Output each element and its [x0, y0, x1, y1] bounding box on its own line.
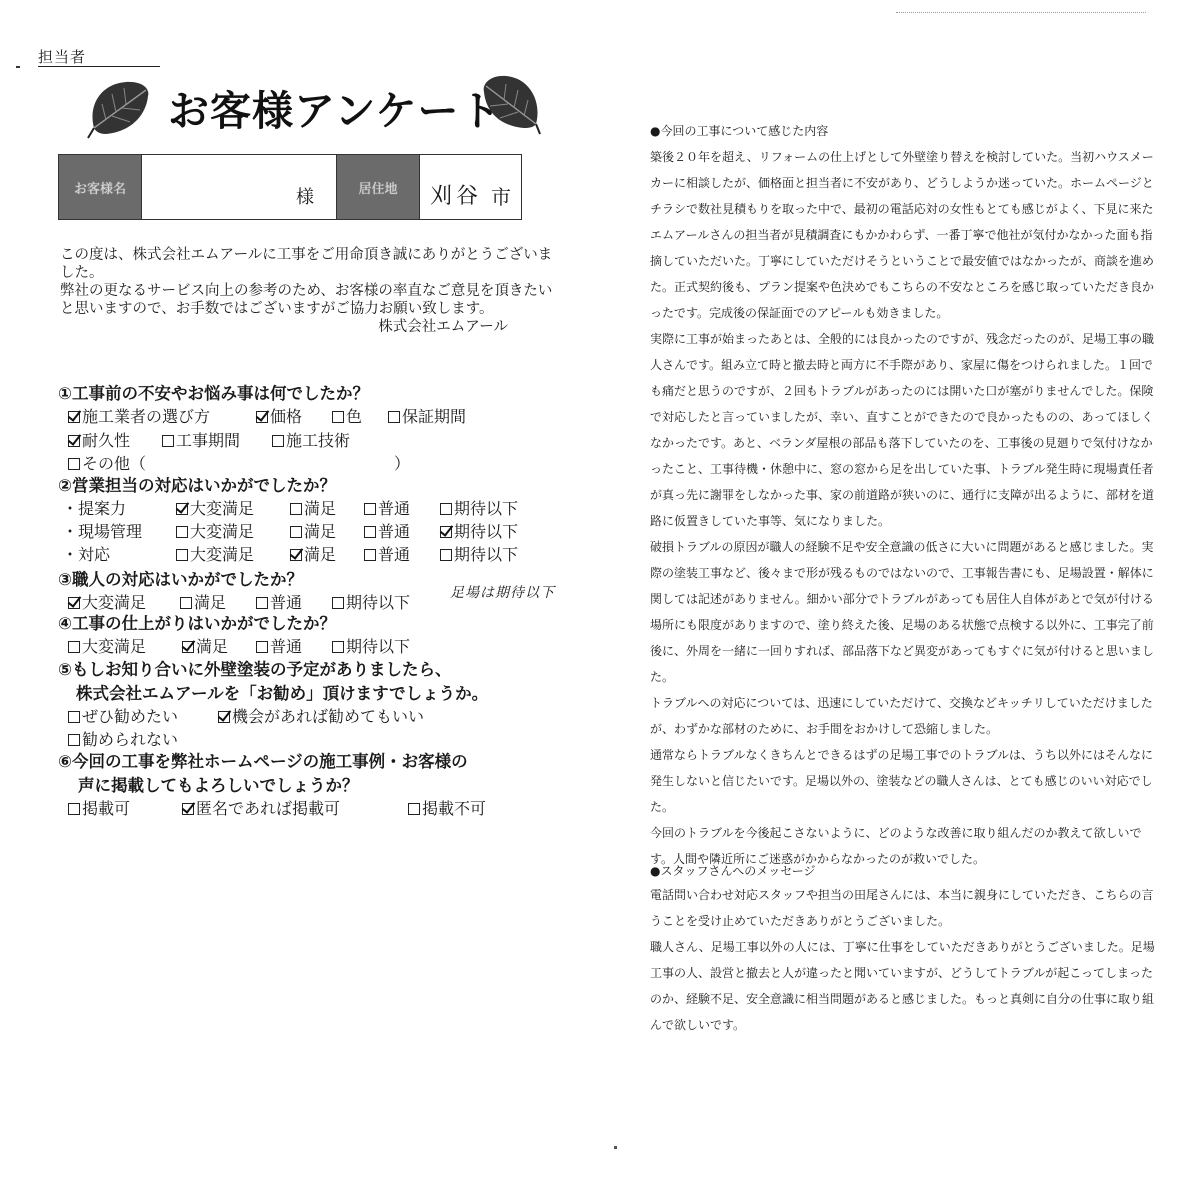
question-1: ①工事前の不安やお悩み事は何でしたか？	[58, 384, 369, 403]
q2-rating-label: 満足	[304, 522, 337, 541]
q2-row-label: ・提案力	[62, 499, 127, 518]
q2-rating-label: 大変満足	[190, 499, 255, 518]
q2-rating-label: 普通	[378, 522, 411, 541]
q2-rating-option[interactable]	[440, 519, 518, 542]
customer-name-field[interactable]	[141, 155, 337, 219]
checkbox[interactable]	[218, 711, 230, 723]
q2-rating-option[interactable]	[290, 496, 336, 519]
q3-option-satisfied[interactable]: 満足	[180, 590, 226, 613]
checkbox[interactable]	[256, 411, 268, 423]
scan-speck	[614, 1146, 617, 1149]
checkbox[interactable]	[440, 503, 452, 515]
city-suffix: 市	[491, 185, 511, 209]
q4-option-normal[interactable]: 普通	[256, 634, 302, 657]
q1-option-price[interactable]: 価格	[256, 404, 302, 427]
q2-rating-option[interactable]	[364, 542, 410, 565]
q2-rating-option[interactable]	[176, 542, 254, 565]
checkbox[interactable]	[68, 803, 80, 815]
question-3: ③職人の対応はいかがでしたか？	[58, 570, 303, 589]
q1-option-warranty[interactable]: 保証期間	[388, 404, 466, 427]
checkbox[interactable]	[68, 435, 80, 447]
question-6-line-2: 声に掲載してもよろしいでしょうか？	[78, 776, 359, 795]
q2-row-label: ・対応	[62, 545, 111, 564]
q2-rating-option[interactable]	[364, 496, 410, 519]
checkbox[interactable]	[290, 503, 302, 515]
q2-row-label: ・現場管理	[62, 522, 143, 541]
comments-section-2-body	[650, 882, 1160, 1038]
checkbox[interactable]	[332, 641, 344, 653]
q2-rating-label: 期待以下	[454, 522, 519, 541]
q1-option-color[interactable]: 色	[332, 404, 362, 427]
q1-option-selection[interactable]: 施工業者の選び方	[68, 404, 210, 427]
checkbox[interactable]	[68, 411, 80, 423]
checkbox[interactable]	[440, 549, 452, 561]
greeting-line-1: この度は、株式会社エムアールに工事をご用命頂き誠にありがとうございました。	[60, 247, 553, 281]
q3-option-normal[interactable]: 普通	[256, 590, 302, 613]
checkbox[interactable]	[256, 641, 268, 653]
scan-dots	[896, 12, 1146, 13]
comment-paragraph: 通常ならトラブルなくきちんとできるはずの足場工事でのトラブルは、うち以外にはそんなに発生しないと信じたいです。足場以外の、塗装などの職人さんは、とても感じのいい対応でした。	[650, 748, 1154, 814]
comment-paragraph: 築後２０年を超え、リフォームの仕上げとして外壁塗り替えを検討していた。当初ハウスメーカーに相談したが、価格面と担当者に不安があり、どうしようか迷っていた。ホームページとチラシで数社見積もりを取った中で、最初の電話応対の女性もとても感じがよく、下見に来たエムアールさんの担当者が見積調査にもかかわらず、一番丁寧で他社が気付かなかった面も指摘していただいた。丁寧にしていただけそうということで最安値ではなかったが、商談を進めた。正式契約後も、プラン提案や色決めでもこちらの不安なところを感じ取っていただき良かったです。完成後の保証面でのアピールも効きました。	[650, 150, 1155, 320]
checkbox[interactable]	[176, 526, 188, 538]
checkbox[interactable]	[176, 549, 188, 561]
q5-option-maybe[interactable]: 機会があれば勧めてもいい	[218, 704, 424, 727]
q4-option-satisfied[interactable]: 満足	[182, 634, 228, 657]
q2-rating-option[interactable]	[176, 519, 254, 542]
q4-option-very-satisfied[interactable]: 大変満足	[68, 634, 146, 657]
q4-option-below[interactable]: 期待以下	[332, 634, 410, 657]
q2-rating-option[interactable]	[440, 496, 518, 519]
checkbox[interactable]	[332, 411, 344, 423]
leaf-icon	[86, 76, 154, 140]
q2-rating-option[interactable]	[440, 542, 518, 565]
checkbox[interactable]	[68, 734, 80, 746]
checkbox[interactable]	[68, 641, 80, 653]
q2-rating-option[interactable]	[290, 542, 336, 565]
q2-rating-label: 普通	[378, 499, 411, 518]
comments-section-2-title: ●スタッフさんへのメッセージ	[650, 864, 816, 878]
q3-option-below[interactable]: 期待以下	[332, 590, 410, 613]
checkbox[interactable]	[176, 503, 188, 515]
q2-rating-option[interactable]	[290, 519, 336, 542]
checkbox[interactable]	[272, 435, 284, 447]
checkbox[interactable]	[440, 526, 452, 538]
q2-rating-label: 普通	[378, 545, 411, 564]
checkbox[interactable]	[68, 597, 80, 609]
q6-option-anonymous[interactable]: 匿名であれば掲載可	[182, 796, 340, 819]
q6-option-no[interactable]: 掲載不可	[408, 796, 486, 819]
greeting-line-2: 弊社の更なるサービス向上の参考のため、お客様の率直なご意見を頂きたいと思いますので、お手数ではございますがご協力お願い致します。	[60, 283, 553, 317]
question-4: ④工事の仕上がりはいかがでしたか？	[58, 614, 336, 633]
comment-paragraph: 今回のトラブルを今後起こさないように、どのような改善に取り組んだのか教えて欲しいです。人間や隣近所にご迷惑がかからなかったのが救いでした。	[650, 826, 1142, 866]
checkbox[interactable]	[256, 597, 268, 609]
name-suffix: 様	[296, 187, 314, 208]
comment-paragraph: 実際に工事が始まったあとは、全般的には良かったのですが、残念だったのが、足場工事の職人さんです。組み立て時と撤去時と両方に不手際があり、家屋に傷をつけられました。１回でも痛だと思うのですが、２回もトラブルがあったのには開いた口が塞がりませんでした。保険で対応したと言っていましたが、幸い、直すことができたので良かったものの、あってほしくなかったです。あと、ベランダ屋根の部品も落下していたのを、工事後の見廻りで気付けなかったこと、工事待機・休憩中に、窓の窓から足を出していた事、トラブル発生時に現場責任者が真っ先に謝罪をしなかった事、家の前道路が狭いのに、通行に支障が出るように、部材を道路に仮置きしていた事等、気になりました。	[650, 332, 1155, 528]
q6-option-ok[interactable]: 掲載可	[68, 796, 130, 819]
q3-handwritten-note: 足場は期待以下	[450, 585, 555, 601]
greeting-signature: 株式会社エムアール	[378, 319, 508, 335]
q2-rating-label: 大変満足	[190, 545, 255, 564]
comment-paragraph: 職人さん、足場工事以外の人には、丁寧に仕事をしていただきありがとうございました。足場工事の人、設営と撤去と人が違ったと聞いていますが、どうしてトラブルが起こってしまったのか、経験不足、安全意識に相当問題があると感じました。もっと真剣に自分の仕事に取り組んで欲しいです。	[650, 940, 1155, 1032]
comments-panel	[600, 0, 1200, 1195]
q5-option-no[interactable]: 勧められない	[68, 727, 178, 750]
q1-option-technique[interactable]: 施工技術	[272, 428, 350, 451]
checkbox[interactable]	[408, 803, 420, 815]
q5-option-definitely[interactable]: ぜひ勧めたい	[68, 704, 178, 727]
tantou-label: 担当者	[38, 48, 87, 66]
customer-info-table	[58, 154, 522, 220]
checkbox[interactable]	[290, 526, 302, 538]
question-6-line-1: ⑥今回の工事を弊社ホームページの施工事例・お客様の	[58, 752, 468, 771]
q2-rating-option[interactable]	[364, 519, 410, 542]
q3-option-very-satisfied[interactable]: 大変満足	[68, 590, 146, 613]
customer-name-label: お客様名	[59, 155, 141, 219]
checkbox[interactable]	[180, 597, 192, 609]
scan-speck	[16, 66, 20, 68]
q2-rating-option[interactable]	[176, 496, 254, 519]
address-label: 居住地	[337, 155, 419, 219]
checkbox[interactable]	[364, 549, 376, 561]
checkbox[interactable]	[332, 597, 344, 609]
city-handwritten: 刈谷	[430, 184, 483, 209]
checkbox[interactable]	[182, 803, 194, 815]
comments-section-1-body	[650, 144, 1160, 872]
comment-paragraph: トラブルへの対応については、迅速にしていただけて、交換などキッチリしていただけましたが、わずかな部材のために、お手間をおかけして恐縮しました。	[650, 696, 1153, 736]
question-5-line-2: 株式会社エムアールを「お勧め」頂けますでしょうか。	[76, 684, 489, 703]
q2-rating-label: 期待以下	[454, 545, 519, 564]
page-title: お客様アンケート	[168, 87, 502, 135]
checkbox[interactable]	[364, 503, 376, 515]
checkbox[interactable]	[68, 711, 80, 723]
checkbox[interactable]	[388, 411, 400, 423]
q1-option-durability[interactable]: 耐久性	[68, 428, 130, 451]
question-2: ②営業担当の対応はいかがでしたか？	[58, 476, 336, 495]
checkbox[interactable]	[162, 435, 174, 447]
greeting-text	[60, 246, 560, 336]
q2-rating-label: 期待以下	[454, 499, 519, 518]
q1-option-period[interactable]: 工事期間	[162, 428, 240, 451]
checkbox[interactable]	[182, 641, 194, 653]
q2-rating-label: 満足	[304, 545, 337, 564]
question-5-line-1: ⑤もしお知り合いに外壁塗装の予定がありましたら、	[58, 660, 452, 679]
q1-other-close: ）	[394, 454, 411, 473]
address-field[interactable]	[419, 155, 521, 219]
tantou-underline	[38, 66, 160, 67]
comment-paragraph: 破損トラブルの原因が職人の経験不足や安全意識の低さに大いに問題があると感じました。実際の塗装工事など、後々まで形が残るものではないので、工事報告書にも、足場設置・解体に関しては記述がありません。細かい部分でトラブルがあっても居住人自体があとで気が付ける場所にも限度がありますので、塗り終えた後、足場のある状態で点検する以外に、工事完了前後に、外周を一緒に一回りすれば、部品落下など異変があってもすぐに気が付けると思いました。	[650, 540, 1154, 684]
q1-option-other[interactable]: その他（	[68, 451, 146, 474]
comment-paragraph: 電話問い合わせ対応スタッフや担当の田尾さんには、本当に親身にしていただき、こちらの言うことを受け止めていただきありがとうございました。	[650, 888, 1154, 928]
checkbox[interactable]	[290, 549, 302, 561]
q2-rating-label: 満足	[304, 499, 337, 518]
comments-section-1-title: ●今回の工事について感じた内容	[650, 124, 829, 138]
checkbox[interactable]	[68, 458, 80, 470]
q2-rating-label: 大変満足	[190, 522, 255, 541]
checkbox[interactable]	[364, 526, 376, 538]
